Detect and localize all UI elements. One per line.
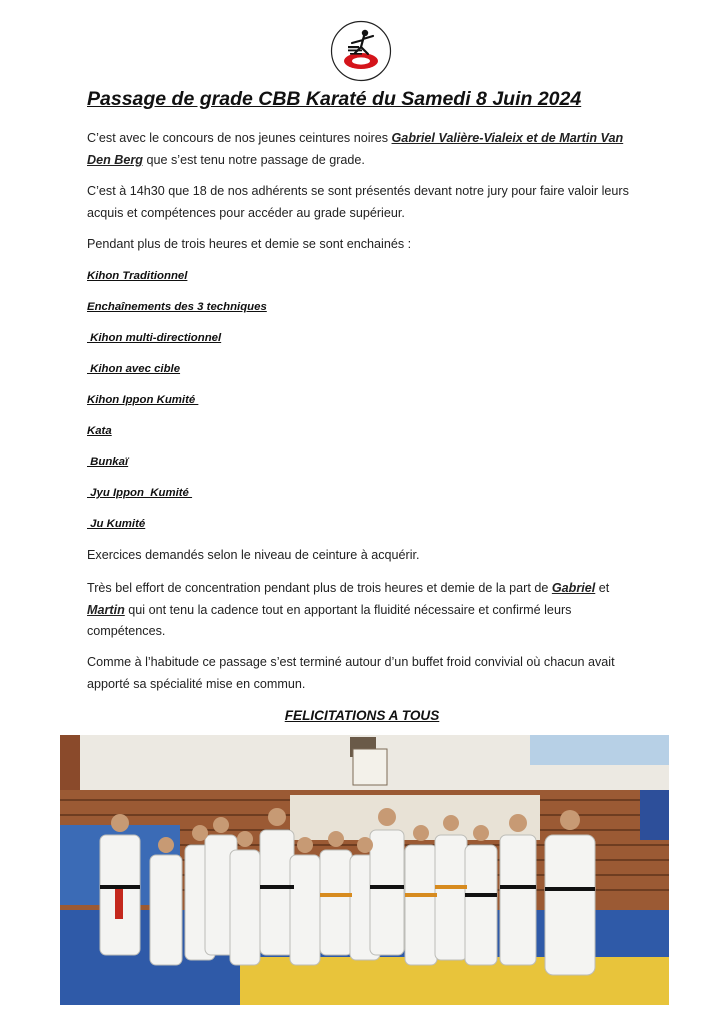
technique-item: Enchaînements des 3 techniques bbox=[87, 301, 267, 313]
paragraph-enchaines: Pendant plus de trois heures et demie se sont enchainés : bbox=[87, 237, 412, 251]
paragraph-exercices: Exercices demandés selon le niveau de ceinture à acquérir. bbox=[87, 548, 420, 562]
paragraph-effort bbox=[87, 578, 647, 643]
felicitations-heading: FELICITATIONS A TOUS bbox=[284, 708, 440, 723]
black-belt-names: Gabriel Valière-Vialeix et de Martin Van Den Berg bbox=[87, 131, 624, 167]
effort-text-and: et bbox=[595, 581, 610, 595]
effort-text: Très bel effort de concentration pendant plus de trois heures et demie de la part de bbox=[87, 581, 552, 595]
page-title: Passage de grade CBB Karaté du Samedi 8 Juin 2024 bbox=[87, 88, 582, 110]
effort-text-end: qui ont tenu la cadence tout en apportant la fluidité nécessaire et confirmé leurs compétences. bbox=[87, 602, 572, 638]
paragraph-participants: C’est à 14h30 que 18 de nos adhérents se sont présentés devant notre jury pour faire valoir leurs acquis et compétences pour accéder au grade supérieur. bbox=[87, 184, 629, 220]
name-martin: Martin bbox=[87, 602, 125, 617]
technique-item: Kata bbox=[87, 425, 112, 437]
technique-item: Kihon Traditionnel bbox=[87, 270, 188, 282]
intro-text: C’est avec le concours de nos jeunes ceintures noires bbox=[87, 131, 392, 145]
technique-item: Kihon Ippon Kumité bbox=[87, 394, 199, 406]
technique-item: Jyu Ippon Kumité bbox=[87, 487, 193, 499]
intro-text-end: que s’est tenu notre passage de grade. bbox=[142, 152, 365, 167]
name-gabriel: Gabriel bbox=[551, 581, 596, 595]
paragraph-buffet: Comme à l’habitude ce passage s’est terminé autour d’un buffet froid convivial où chacun avait apporté sa spécialité mise en commun. bbox=[87, 655, 615, 691]
group-photo-karateka-dojo-icon bbox=[60, 735, 669, 1005]
technique-item: Bunkaï bbox=[87, 456, 129, 468]
technique-item: Kihon multi-directionnel bbox=[87, 332, 222, 344]
technique-item: Kihon avec cible bbox=[87, 363, 181, 375]
karate-club-logo-icon bbox=[330, 20, 392, 82]
technique-item: Ju Kumité bbox=[87, 518, 146, 530]
intro-paragraph bbox=[87, 128, 647, 171]
